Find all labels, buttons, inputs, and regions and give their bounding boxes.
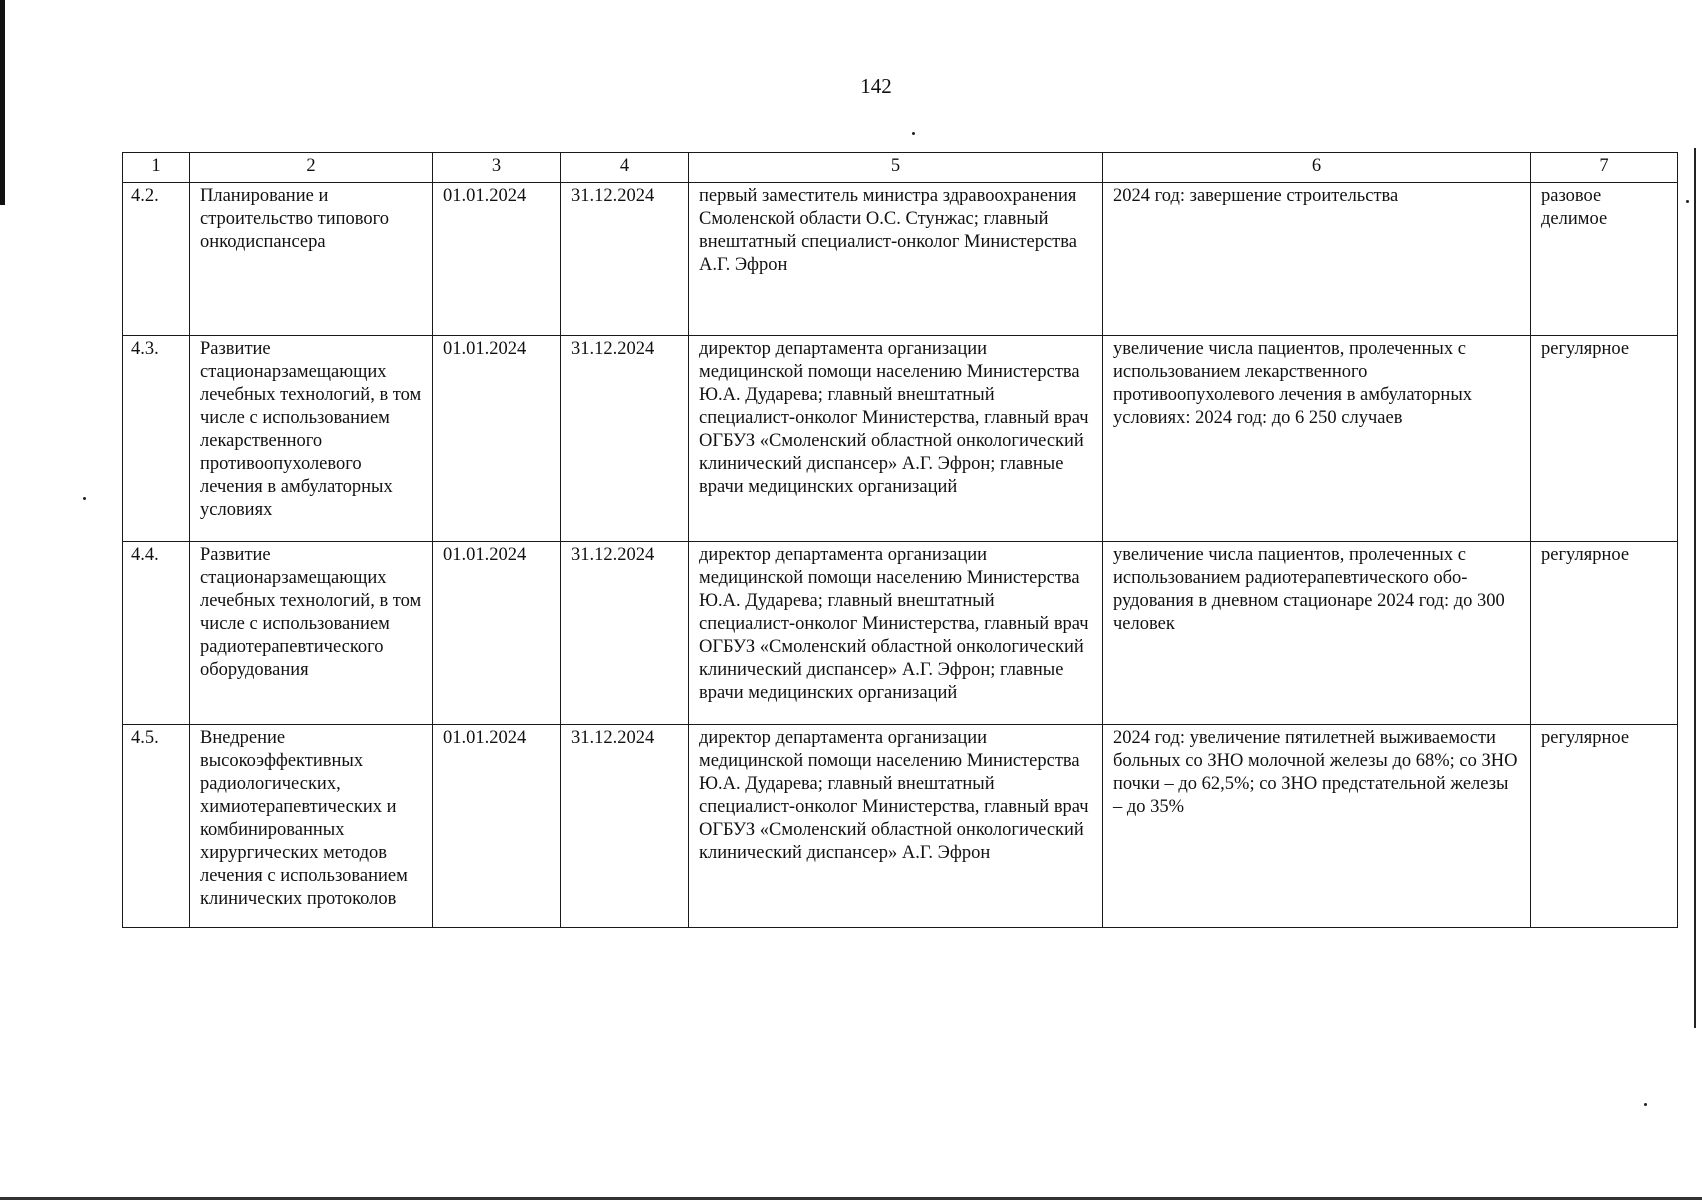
activity-name: Планирование и строительство типового онкодиспансера [190,183,433,336]
action-plan-table [122,152,1678,928]
row-number: 4.3. [123,336,190,542]
start-date: 01.01.2024 [433,542,561,725]
result-type: регулярное [1531,542,1678,725]
activity-name: Развитие стационарзамещающих лечебных технологий, в том числе с использованием радиотерапевтического оборудования [190,542,433,725]
scan-speck [1644,1103,1647,1106]
row-number: 4.5. [123,725,190,928]
column-header: 2 [190,153,433,183]
result-type: разовое делимое [1531,183,1678,336]
end-date: 31.12.2024 [561,183,689,336]
row-number: 4.2. [123,183,190,336]
end-date: 31.12.2024 [561,725,689,928]
table-row [123,542,1678,725]
column-header: 5 [689,153,1103,183]
result-type: регулярное [1531,336,1678,542]
scan-speck [912,132,915,135]
activity-name: Внедрение высокоэффективных радиологических, химиотерапевтических и комбинированных хирургических методов лечения с использованием клинических протоколов [190,725,433,928]
column-header: 6 [1103,153,1531,183]
end-date: 31.12.2024 [561,336,689,542]
responsible-person: директор департамента организации медицинской помощи населению Министерства Ю.А. Дударева; главный внештатный специалист-онколог Министерства, главный врач ОГБУЗ «Смоленский областной онкологический клинический диспансер» А.Г. Эфрон; главные врачи медицинских организаций [689,542,1103,725]
column-header: 1 [123,153,190,183]
scan-speck [1686,200,1689,203]
scan-edge-mark [0,0,5,205]
responsible-person: первый заместитель министра здравоохранения Смоленской области О.С. Стунжас; главный внештатный специалист-онколог Министерства А.Г. Эфрон [689,183,1103,336]
start-date: 01.01.2024 [433,183,561,336]
table-row [123,183,1678,336]
column-header: 3 [433,153,561,183]
table-row [123,725,1678,928]
expected-result: увеличение числа пациентов, пролеченных с использованием радиотерапевтического обо-рудования в дневном стационаре 2024 год: до 300 человек [1103,542,1531,725]
scan-edge-line [1694,148,1696,1028]
page-number: 142 [860,74,892,98]
expected-result: 2024 год: завершение строительства [1103,183,1531,336]
result-type: регулярное [1531,725,1678,928]
end-date: 31.12.2024 [561,542,689,725]
column-header: 7 [1531,153,1678,183]
start-date: 01.01.2024 [433,336,561,542]
activity-name: Развитие стационарзамещающих лечебных технологий, в том числе с использованием лекарственного противоопухолевого лечения в амбулаторных условиях [190,336,433,542]
responsible-person: директор департамента организации медицинской помощи населению Министерства Ю.А. Дударева; главный внештатный специалист-онколог Министерства, главный врач ОГБУЗ «Смоленский областной онкологический клинический диспансер» А.Г. Эфрон [689,725,1103,928]
expected-result: 2024 год: увеличение пятилетней выживаемости больных со ЗНО молочной железы до 68%; со ЗНО почки – до 62,5%; со ЗНО предстательной железы – до 35% [1103,725,1531,928]
expected-result: увеличение числа пациентов, пролеченных с использованием лекарственного противоопухолевого лечения в амбулаторных условиях: 2024 год: до 6 250 случаев [1103,336,1531,542]
table-row [123,336,1678,542]
row-number: 4.4. [123,542,190,725]
table-header [123,153,1678,183]
start-date: 01.01.2024 [433,725,561,928]
scan-speck [83,497,86,500]
responsible-person: директор департамента организации медицинской помощи населению Министерства Ю.А. Дударева; главный внештатный специалист-онколог Министерства, главный врач ОГБУЗ «Смоленский областной онкологический клинический диспансер» А.Г. Эфрон; главные врачи медицинских организаций [689,336,1103,542]
column-header: 4 [561,153,689,183]
